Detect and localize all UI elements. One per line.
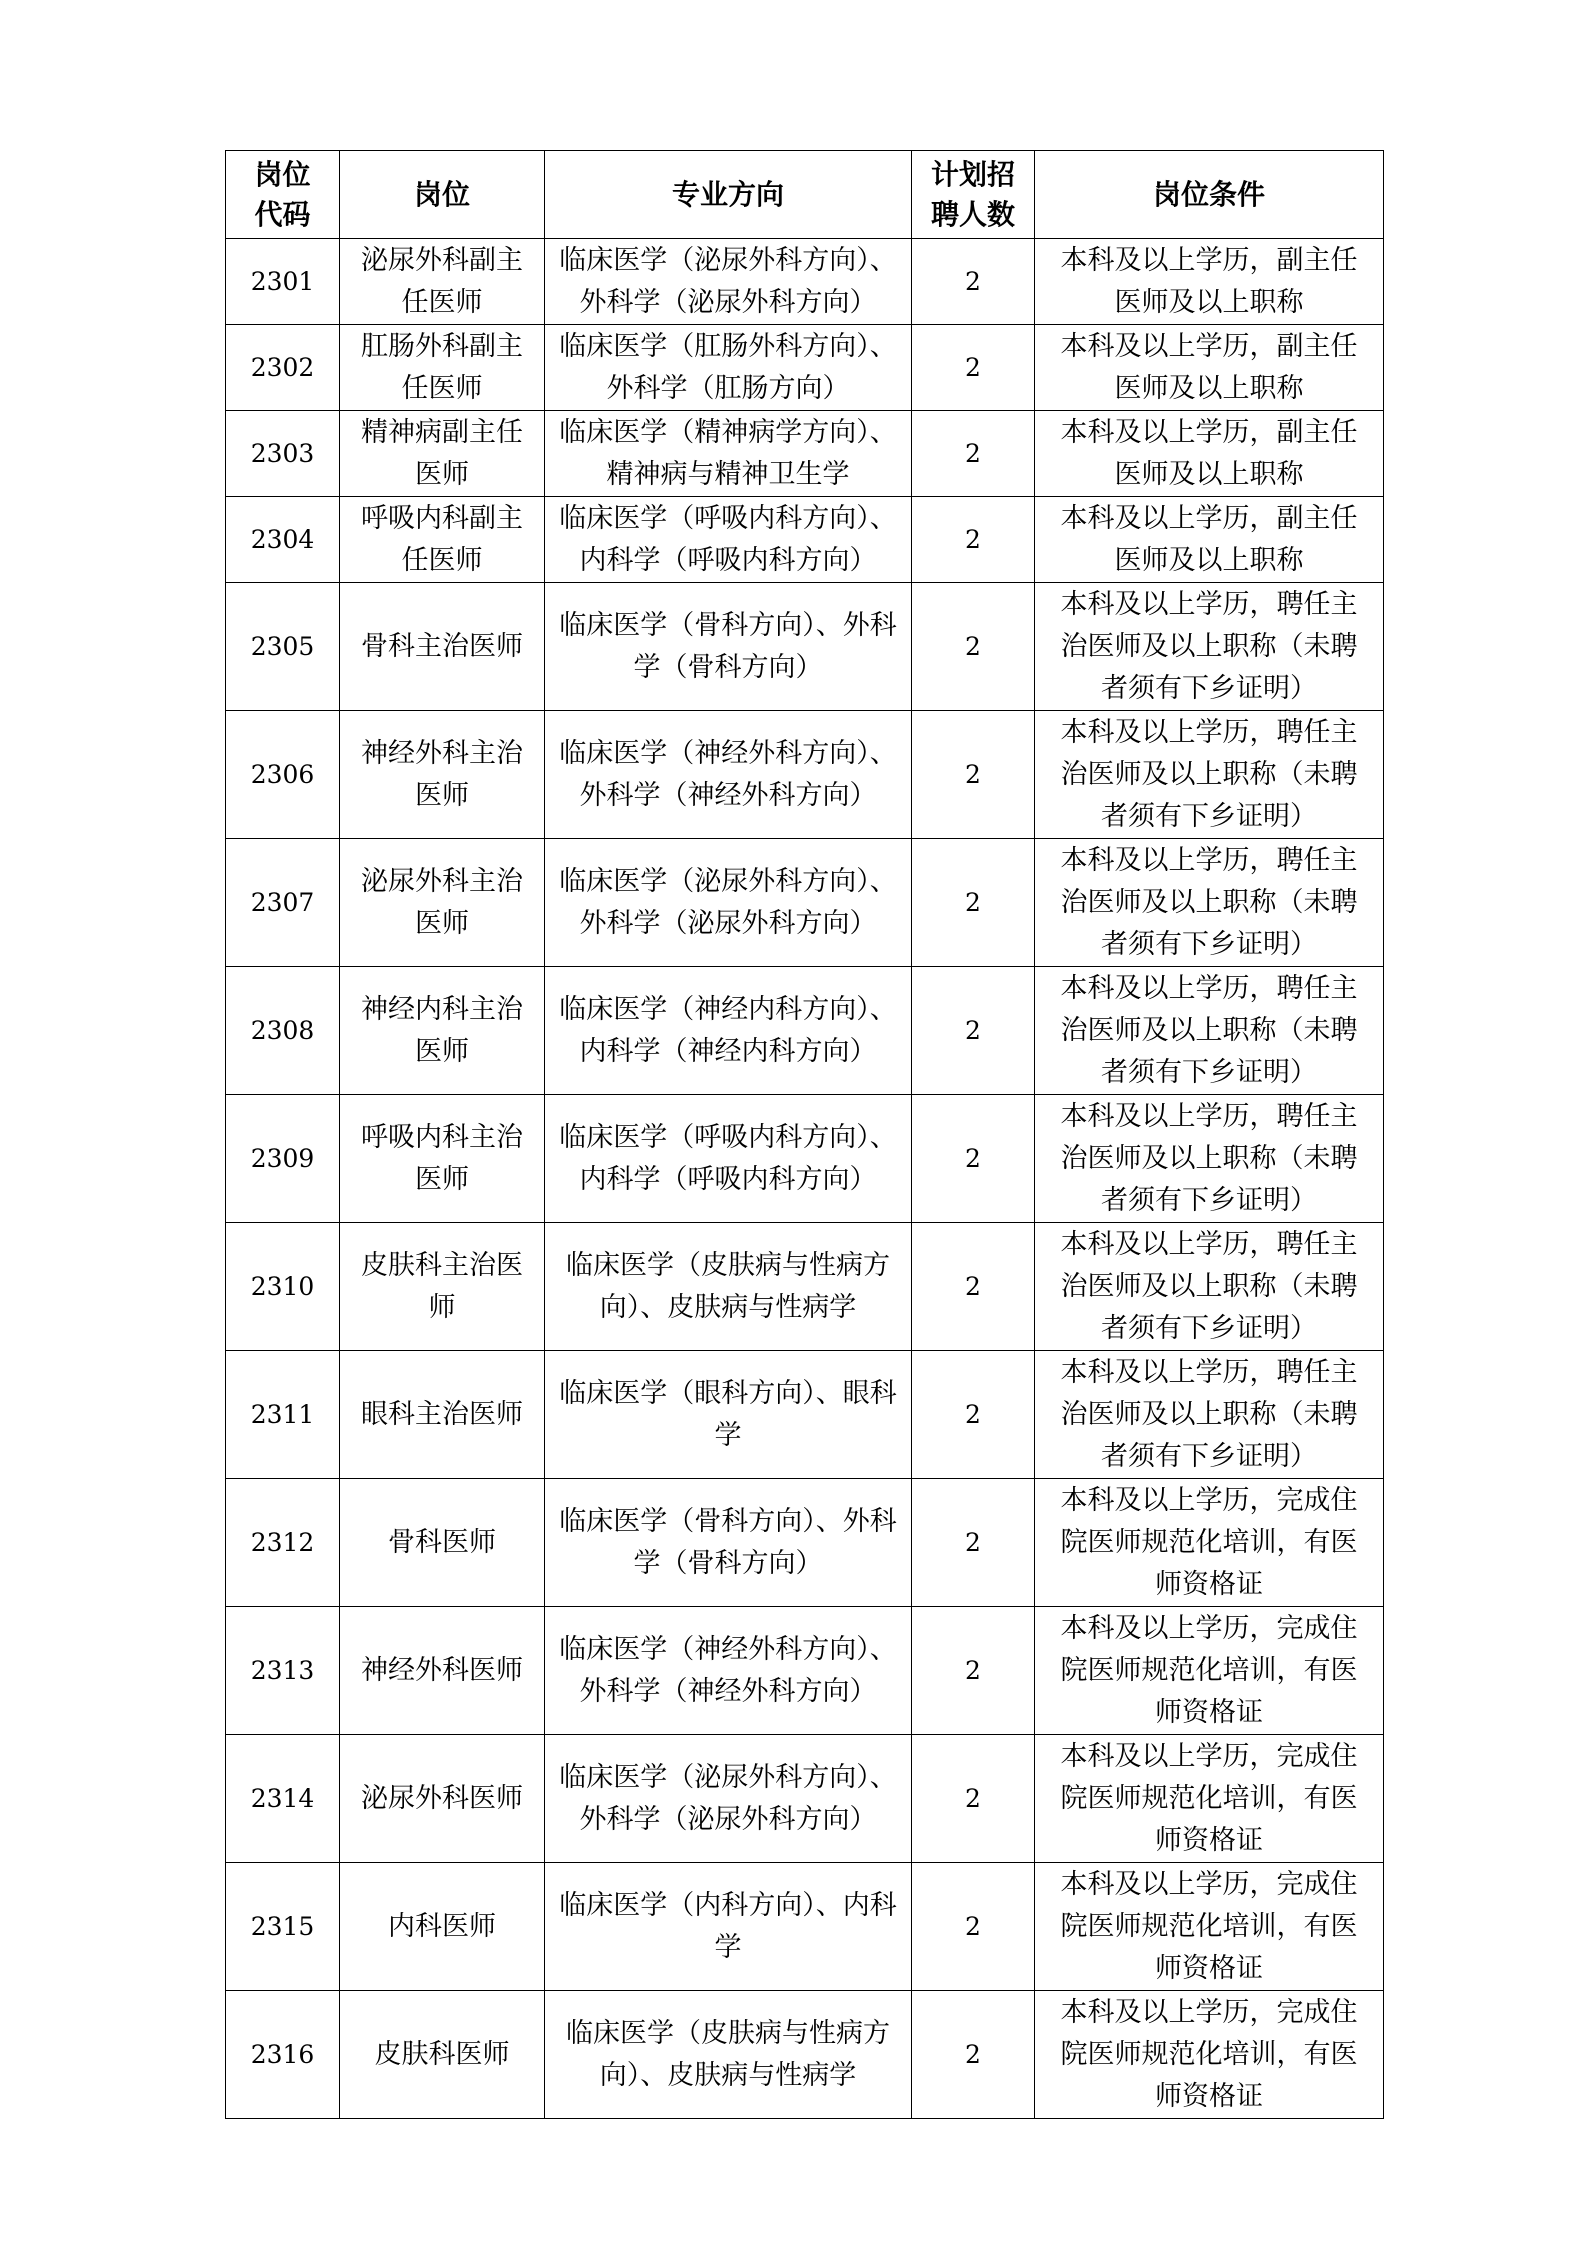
cell-position: 泌尿外科医师 [340,1735,545,1863]
cell-count: 2 [912,583,1035,711]
cell-count: 2 [912,967,1035,1095]
cell-code: 2308 [226,967,340,1095]
cell-code: 2303 [226,411,340,497]
cell-position: 神经内科主治医师 [340,967,545,1095]
table-row [226,1863,1384,1991]
table-row [226,1095,1384,1223]
cell-code: 2309 [226,1095,340,1223]
cell-count: 2 [912,1735,1035,1863]
cell-major: 临床医学（精神病学方向）、精神病与精神卫生学 [545,411,912,497]
cell-code: 2310 [226,1223,340,1351]
cell-major: 临床医学（皮肤病与性病方向）、皮肤病与性病学 [545,1223,912,1351]
cell-code: 2312 [226,1479,340,1607]
cell-count: 2 [912,325,1035,411]
cell-position: 骨科医师 [340,1479,545,1607]
table-row [226,967,1384,1095]
cell-major: 临床医学（泌尿外科方向）、外科学（泌尿外科方向） [545,1735,912,1863]
cell-conditions: 本科及以上学历，副主任医师及以上职称 [1035,325,1384,411]
cell-conditions: 本科及以上学历，聘任主治医师及以上职称（未聘者须有下乡证明） [1035,1095,1384,1223]
table-row [226,1735,1384,1863]
cell-code: 2314 [226,1735,340,1863]
cell-code: 2301 [226,239,340,325]
table-row [226,1991,1384,2119]
table-row [226,711,1384,839]
cell-code: 2304 [226,497,340,583]
cell-count: 2 [912,497,1035,583]
cell-conditions: 本科及以上学历，副主任医师及以上职称 [1035,411,1384,497]
header-position: 岗位 [340,151,545,239]
header-conditions: 岗位条件 [1035,151,1384,239]
cell-code: 2305 [226,583,340,711]
cell-position: 呼吸内科主治医师 [340,1095,545,1223]
cell-position: 泌尿外科主治医师 [340,839,545,967]
cell-major: 临床医学（泌尿外科方向）、外科学（泌尿外科方向） [545,839,912,967]
table-row [226,1351,1384,1479]
header-major: 专业方向 [545,151,912,239]
cell-count: 2 [912,839,1035,967]
cell-major: 临床医学（骨科方向）、外科学（骨科方向） [545,1479,912,1607]
cell-count: 2 [912,1607,1035,1735]
cell-major: 临床医学（泌尿外科方向）、外科学（泌尿外科方向） [545,239,912,325]
cell-major: 临床医学（呼吸内科方向）、内科学（呼吸内科方向） [545,1095,912,1223]
cell-position: 神经外科主治医师 [340,711,545,839]
recruitment-table [225,150,1384,2119]
cell-conditions: 本科及以上学历，完成住院医师规范化培训，有医师资格证 [1035,1607,1384,1735]
cell-conditions: 本科及以上学历，副主任医师及以上职称 [1035,239,1384,325]
table-row [226,1479,1384,1607]
cell-position: 眼科主治医师 [340,1351,545,1479]
cell-major: 临床医学（神经内科方向）、内科学（神经内科方向） [545,967,912,1095]
cell-position: 皮肤科主治医师 [340,1223,545,1351]
table-body [226,239,1384,2119]
cell-major: 临床医学（肛肠外科方向）、外科学（肛肠方向） [545,325,912,411]
cell-position: 泌尿外科副主任医师 [340,239,545,325]
cell-position: 骨科主治医师 [340,583,545,711]
cell-code: 2306 [226,711,340,839]
cell-major: 临床医学（骨科方向）、外科学（骨科方向） [545,583,912,711]
cell-major: 临床医学（眼科方向）、眼科学 [545,1351,912,1479]
cell-conditions: 本科及以上学历，副主任医师及以上职称 [1035,497,1384,583]
table-row [226,839,1384,967]
cell-count: 2 [912,1351,1035,1479]
table-row [226,1607,1384,1735]
cell-conditions: 本科及以上学历，聘任主治医师及以上职称（未聘者须有下乡证明） [1035,711,1384,839]
cell-position: 精神病副主任医师 [340,411,545,497]
header-code: 岗位 代码 [226,151,340,239]
table-row [226,497,1384,583]
cell-major: 临床医学（神经外科方向）、外科学（神经外科方向） [545,711,912,839]
cell-count: 2 [912,711,1035,839]
cell-code: 2315 [226,1863,340,1991]
table-row [226,583,1384,711]
cell-major: 临床医学（神经外科方向）、外科学（神经外科方向） [545,1607,912,1735]
table-row [226,239,1384,325]
cell-count: 2 [912,1991,1035,2119]
cell-conditions: 本科及以上学历，完成住院医师规范化培训，有医师资格证 [1035,1863,1384,1991]
table-row [226,325,1384,411]
cell-count: 2 [912,1095,1035,1223]
cell-conditions: 本科及以上学历，完成住院医师规范化培训，有医师资格证 [1035,1479,1384,1607]
cell-count: 2 [912,1863,1035,1991]
cell-conditions: 本科及以上学历，聘任主治医师及以上职称（未聘者须有下乡证明） [1035,583,1384,711]
cell-major: 临床医学（皮肤病与性病方向）、皮肤病与性病学 [545,1991,912,2119]
cell-position: 呼吸内科副主任医师 [340,497,545,583]
cell-code: 2307 [226,839,340,967]
cell-major: 临床医学（内科方向）、内科学 [545,1863,912,1991]
cell-conditions: 本科及以上学历，完成住院医师规范化培训，有医师资格证 [1035,1735,1384,1863]
cell-position: 肛肠外科副主任医师 [340,325,545,411]
cell-conditions: 本科及以上学历，聘任主治医师及以上职称（未聘者须有下乡证明） [1035,1223,1384,1351]
cell-conditions: 本科及以上学历，完成住院医师规范化培训，有医师资格证 [1035,1991,1384,2119]
table-header-row [226,151,1384,239]
table-row [226,1223,1384,1351]
cell-major: 临床医学（呼吸内科方向）、内科学（呼吸内科方向） [545,497,912,583]
cell-code: 2302 [226,325,340,411]
cell-count: 2 [912,239,1035,325]
cell-code: 2313 [226,1607,340,1735]
table-row [226,411,1384,497]
cell-count: 2 [912,1223,1035,1351]
cell-code: 2311 [226,1351,340,1479]
cell-position: 内科医师 [340,1863,545,1991]
cell-conditions: 本科及以上学历，聘任主治医师及以上职称（未聘者须有下乡证明） [1035,839,1384,967]
cell-position: 皮肤科医师 [340,1991,545,2119]
cell-code: 2316 [226,1991,340,2119]
cell-conditions: 本科及以上学历，聘任主治医师及以上职称（未聘者须有下乡证明） [1035,1351,1384,1479]
cell-count: 2 [912,411,1035,497]
cell-position: 神经外科医师 [340,1607,545,1735]
cell-count: 2 [912,1479,1035,1607]
header-count: 计划招 聘人数 [912,151,1035,239]
cell-conditions: 本科及以上学历，聘任主治医师及以上职称（未聘者须有下乡证明） [1035,967,1384,1095]
